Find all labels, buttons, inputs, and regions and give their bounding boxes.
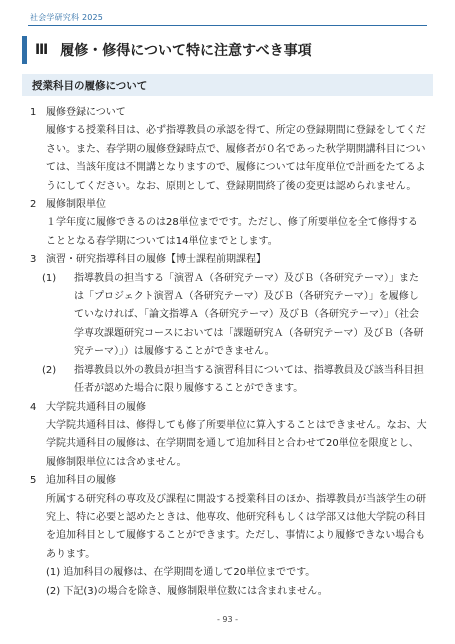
sub-item	[30, 270, 427, 362]
section-title: 授業科目の履修について	[32, 79, 148, 92]
list-item	[30, 472, 427, 490]
list-item	[30, 251, 427, 269]
item-number: 5	[30, 475, 37, 487]
list-item	[30, 399, 427, 417]
document-body	[30, 104, 427, 601]
item-paragraph: 履修する授業科目は、必ず指導教員の承認を得て、所定の登録期間に登録をしてください。また、春学期の履修登録時点で、履修者が０名であった秋学期開講科目については、当該年度は不開講となりますので、履修については年度単位で計画をたてるようにしてください。なお、原則として、登録期間終了後の変更は認められません。	[46, 125, 426, 192]
item-paragraph: 大学院共通科目は、修得しても修了所要単位に算入することはできません。なお、大学院共通科目の履修は、在学期間を通して追加科目と合わせて20単位を限度とし、履修制限単位には含めません。	[46, 419, 427, 468]
item-heading: 演習・研究指導科目の履修【博士課程前期課程】	[46, 254, 266, 266]
item-line: (2) 下記(3)の場合を除き、履修制限単位数には含まれません。	[46, 585, 328, 597]
list-item	[30, 104, 427, 122]
item-heading: 履修登録について	[46, 107, 126, 118]
sub-item-number: (1)	[42, 272, 57, 284]
chapter-accent-bar	[22, 36, 27, 64]
list-item	[30, 196, 427, 214]
sub-item-number: (2)	[42, 364, 57, 376]
item-number: 2	[30, 199, 37, 211]
section-heading	[22, 74, 433, 96]
sub-item-text: 指導教員以外の教員が担当する演習科目については、指導教員及び該当科目担任者が認めた場合に限り履修することができます。	[74, 364, 424, 395]
item-paragraph: 所属する研究科の専攻及び課程に開設する授業科目のほか、指導教員が当該学生の研究上、特に必要と認めたときは、他専攻、他研究科もしくは学部又は他大学院の科目を追加科目として履修することができます。ただし、事情により履修できない場合もあります。	[46, 493, 426, 560]
page-number: - 93 -	[216, 615, 239, 624]
item-number: 4	[30, 401, 37, 413]
header-rule	[28, 25, 427, 26]
item-heading: 追加科目の履修	[46, 475, 116, 487]
sub-item-text: 指導教員の担当する「演習Ａ（各研究テーマ）及びＢ（各研究テーマ）」または「プロジェクト演習Ａ（各研究テーマ）及びＢ（各研究テーマ）」を履修していなければ、「論文指導Ａ（各研究テーマ）及びＢ（各研究テーマ）」（社会学専攻課題研究コースにおいては「課題研究Ａ（各研究テーマ）及びＢ（各研究テーマ）」）は履修することができません。	[74, 272, 424, 358]
chapter-title: 履修・修得について特に注意すべき事項	[60, 43, 312, 59]
item-heading: 大学院共通科目の履修	[46, 401, 146, 413]
item-paragraph: １学年度に履修できるのは28単位までです。ただし、修了所要単位を全て修得することとなる春学期については14単位までとします。	[46, 217, 418, 247]
item-heading: 履修制限単位	[46, 199, 106, 211]
chapter-heading	[22, 34, 431, 66]
chapter-number: Ⅲ	[35, 42, 49, 58]
item-number: 1	[30, 107, 37, 118]
item-line: (1) 追加科目の履修は、在学期間を通して20単位までです。	[46, 567, 316, 579]
sub-item	[30, 362, 427, 399]
item-number: 3	[30, 254, 37, 266]
running-header: 社会学研究科 2025	[30, 13, 104, 22]
